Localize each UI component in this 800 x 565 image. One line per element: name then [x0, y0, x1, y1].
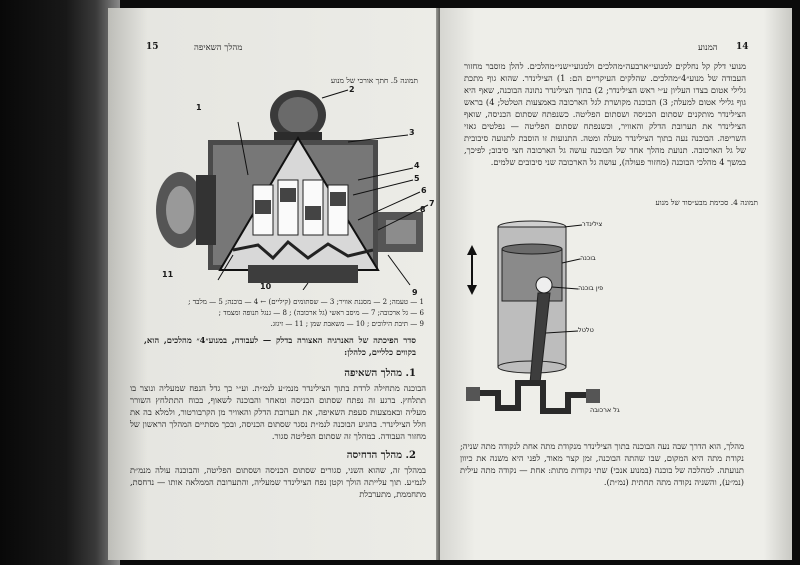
callout-10: 10: [260, 282, 272, 291]
page-number: 14: [736, 42, 749, 52]
callout-8: 8: [420, 205, 426, 214]
running-head: המנוע: [698, 43, 718, 53]
callout-5: 5: [414, 174, 420, 183]
figure-legend-line-3: 9 — תיבת הילוכים ; 10 — משאבת שמן ; 11 — זיגזג.: [270, 320, 424, 328]
label-cylinder: צילינדר: [582, 220, 603, 228]
section-2-body: במהלך זה, שהוא השני, סגורים שסתום הכניסה ושסתום הפליטה, והבוכנה עולה מנמ״ת לנמ״ע. תוך עלייתה הולך וקטן נפח הצילינדר שמעליה, והתערובת הממלאה אותו — נדחסת, מתחממת, מתערבלת: [130, 465, 426, 499]
callout-4: 4: [414, 161, 420, 170]
page-15: [108, 8, 440, 560]
running-head: מהלך השאיפה: [194, 43, 243, 53]
callout-3: 3: [409, 128, 415, 137]
intro-body: מנועי דלק קל נחלקים למנועי״ארבעה״מהלכים ולמנועי״שני״מהלכים. להלן מוסבר מחזור העבודה של מנוע״4״מהלכים. שהלקים העיקריים הם: 1) הצילינדר. שהוא גוף מתכת גלילי אטום בצדו העליון ע״י ראש הצילינדר; 2) בתוך הצילינדר נתונה הבוכנה, שאף היא גוף גלילי אטום למעלה; 3) הבוכנה מקושרת לגל הארכובה באמצעות הטלטל; 4) בראש הצילינדר מותקנים שסתום הכניסה ושסתום הפליטה. כשנפתח שסתום הכניסה, שואף הצילינדר את תערובת הדלק והאוויר, וכשנפתח שסתום הפליטה — נפלטים גאזי השריפה. הבוכנה נעה בתוך הצילינדר מעלה ומטה. התנועות זו הוסבת לתנועה סיבובית של גל הארכובה. תנועת מהלך אחד של הבוכנה עושה גל הארכובה חצי סיבוב; לפיכך, במשך 4 מהלכי הבוכנה (מחזור פעולה), עושה גל הארכובה שני סיבובים שלמים.: [464, 61, 747, 167]
figure-legend-line-1: 1 — טעמה; 2 — מסננת אוויר; 3 — שסתומים (קיליים) ← 4 — בוכנה; 5 — מלבד ;: [188, 298, 424, 306]
dead-center-paragraph: מהלך, הוא הדרך שבה נעה הבוכנה בתוך הצילינדר מנקודת מתה אחת לנקודה מתה שניה; נקודת מתה היא המקום, שבו שהתה הבוכנה, זמן קצר מאוד, לפני היא משנה את כיוון תנועתה. למהלכה של בוכנה (במנוע אנכי) שתי נקודות מתות: אחת — נקודה מתה עילית (נמ״ע), והשניה נקודה מתה תחתית (נמ״ת).: [460, 441, 744, 487]
section-1-body: הבוכנה מתחילה לרדת בתוך הצילינדר מנמ״ע לנמ״ת. וע״י כך גדל הנפח שמעליה ונוצר בו תתלחץ. ברגע זה נפתח שסתום הכניסה ומאחר והבוכנה לשאוף, בכוח התתלחץ השורר מעליה ובאמצעות סעפת השאיפה, את תערובת הדלק והאוויר מן הקרבורטור, ולמלא בה את חלל הצילינדר. בהגיע הבוכנה לנמ״ת נסגר שסתום הכניסה, ובכך מסתיים המהלך הראשון של מחזור העבודה. במהלך זה שסתום הפליטה סגור.: [130, 383, 426, 441]
label-piston: בוכנה: [580, 254, 596, 262]
callout-1: 1: [196, 103, 202, 112]
engine-cutaway-illustration: [138, 80, 433, 290]
callout-6: 6: [421, 186, 427, 195]
label-crankshaft: גל ארכובה: [590, 406, 620, 414]
scan-edge-shadow: [0, 0, 120, 565]
section-2-number: 2.: [405, 450, 416, 461]
section-2-title: מהלך הדחיסה: [346, 450, 403, 461]
section-1-number: 1.: [405, 368, 416, 379]
callout-2: 2: [349, 85, 355, 94]
intro-paragraph: סדר הפיכתה של האנרגיה האצורה בדלק — לעבודה, במנוע״4״ מהלכים, הוא, בקווים כלליים, כלהלן:: [144, 335, 416, 357]
label-piston-pin: פין בוכנה: [578, 284, 604, 292]
section-1-heading: [344, 368, 416, 379]
callout-9: 9: [412, 288, 418, 297]
label-connecting-rod: טלטל: [578, 326, 594, 334]
section-1-title: מהלך השאיפה: [344, 368, 403, 379]
page-14: [440, 8, 792, 560]
callout-11: 11: [162, 270, 174, 279]
callout-7: 7: [429, 199, 435, 208]
figure-caption: תמונה 4. סכימת מבע״סוד של מנוע: [655, 198, 758, 207]
figure-caption: תמונה 5. חתך אורכי של מנוע: [330, 76, 418, 85]
piston-schematic-illustration: [458, 213, 618, 428]
page-number: 15: [146, 42, 159, 52]
section-2-heading: [347, 450, 416, 461]
figure-legend-line-2: 6 — גל ארכובה; 7 — מיסב ראשי (גל ארכובה) ; 8 — גנגל תנופה ומצמד ;: [218, 309, 424, 317]
